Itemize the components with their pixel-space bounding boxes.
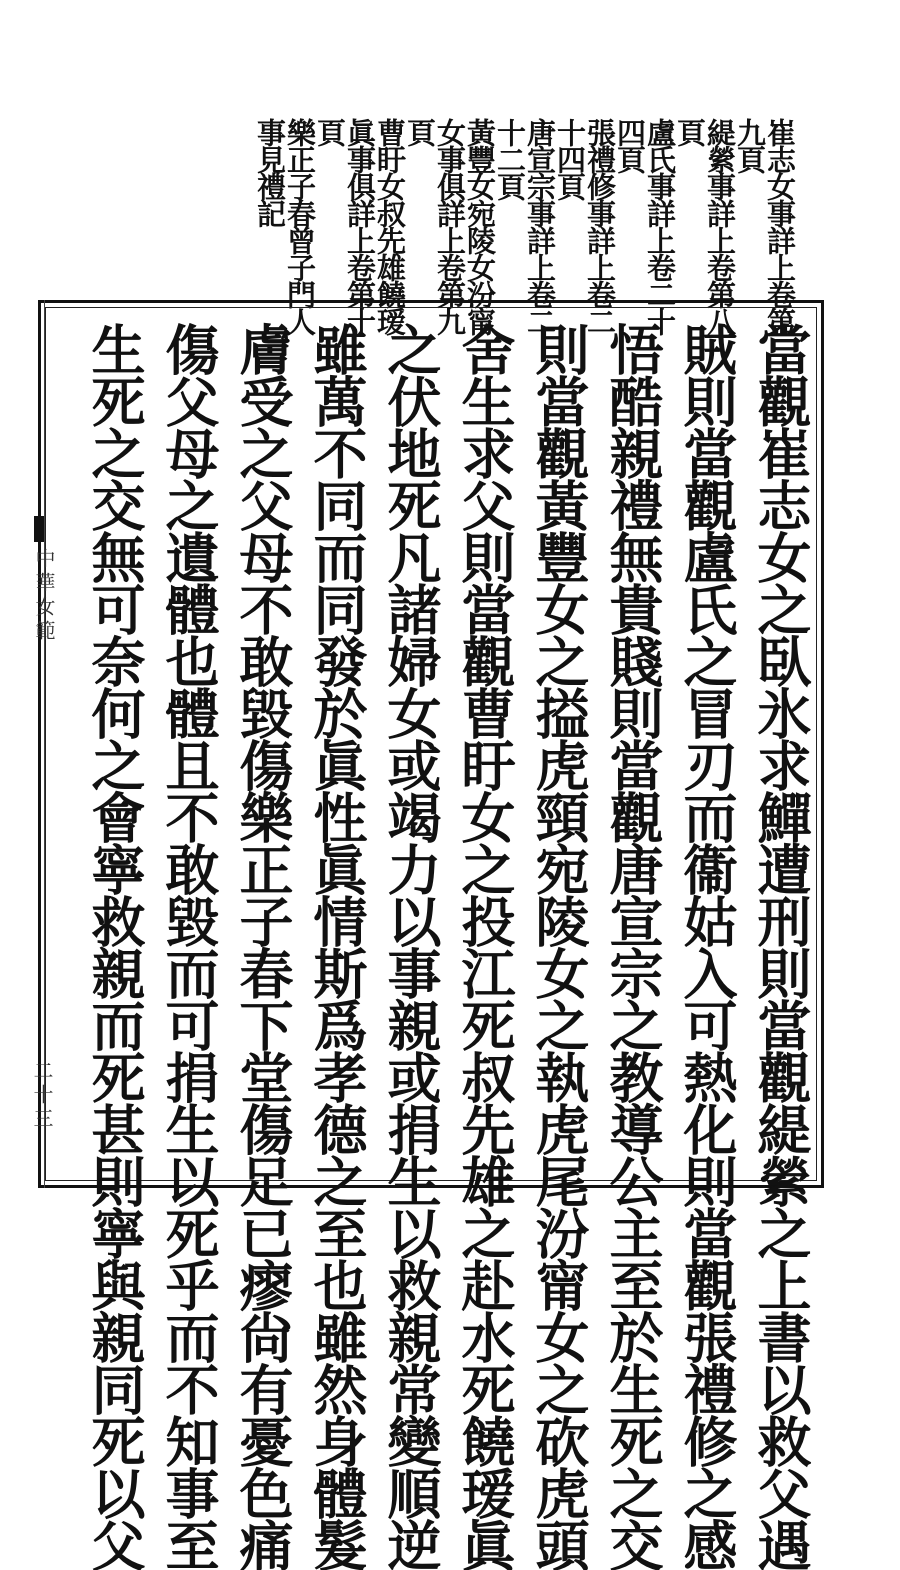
main-column-8: 膚受之父母不敢毀傷樂正子春下堂傷足已瘳尙有憂色痛 — [231, 322, 295, 1570]
note-column-11: 黃豐女宛陵女汾甯 — [463, 118, 497, 334]
main-column-7: 雖萬不同而同發於眞性眞情斯爲孝德之至也雖然身體髮 — [305, 322, 369, 1570]
main-column-3: 悟酷親禮無貴賤則當觀唐宣宗之教導公主至於生死之交 — [601, 322, 665, 1570]
main-column-5: 舍生求父則當觀曹盱女之投江死叔先雄之赴水死饒瑷眞 — [453, 322, 517, 1570]
fold-line — [44, 300, 45, 1188]
note-column-6: 四頁 — [613, 118, 647, 172]
main-column-2: 賊則當觀盧氏之冒刃而衞姑入可熱化則當觀張禮修之感 — [675, 322, 739, 1570]
note-column-13: 頁 — [403, 118, 437, 145]
fold-fishtail-mark — [34, 516, 44, 542]
note-column-16: 頁 — [313, 118, 347, 145]
margin-book-title: 中華女範 — [32, 548, 56, 644]
note-column-1: 崔志女事詳上卷第 — [763, 118, 797, 334]
note-column-17: 樂正子春曾子門人 — [283, 118, 317, 334]
note-column-9: 唐宣宗事詳上卷二 — [523, 118, 557, 334]
note-column-5: 盧氏事詳上卷二十 — [643, 118, 677, 334]
main-column-1: 當觀崔志女之臥氷求鱓遭刑則當觀緹縈之上書以救父遇 — [749, 322, 813, 1570]
main-column-6: 之伏地死凡諸婦女或竭力以事親或捐生以救親常變順逆 — [379, 322, 443, 1570]
main-column-4: 則當觀黃豐女之搤虎頸宛陵女之執虎尾汾甯女之砍虎頭 — [527, 322, 591, 1570]
note-column-12: 女事俱詳上卷第九 — [433, 118, 467, 334]
note-column-10: 十二頁 — [493, 118, 527, 199]
note-column-7: 張禮修事詳上卷二 — [583, 118, 617, 334]
margin-page-number: 二十三 — [30, 1060, 54, 1132]
main-column-9: 傷父母之遺體也體且不敢毀而可捐生以死乎而不知事至 — [157, 322, 221, 1570]
main-column-10: 生死之交無可奈何之會寧救親而死甚則寧與親同死以父 — [83, 322, 147, 1570]
note-column-14: 曹盱女叔先雄饒瑷 — [373, 118, 407, 334]
note-column-18: 事見禮記 — [253, 118, 287, 226]
note-column-8: 十四頁 — [553, 118, 587, 199]
note-column-3: 緹縈事詳上卷第八 — [703, 118, 737, 334]
note-column-2: 九頁 — [733, 118, 767, 172]
note-column-15: 眞事俱詳上卷第十 — [343, 118, 377, 334]
note-column-4: 頁 — [673, 118, 707, 145]
